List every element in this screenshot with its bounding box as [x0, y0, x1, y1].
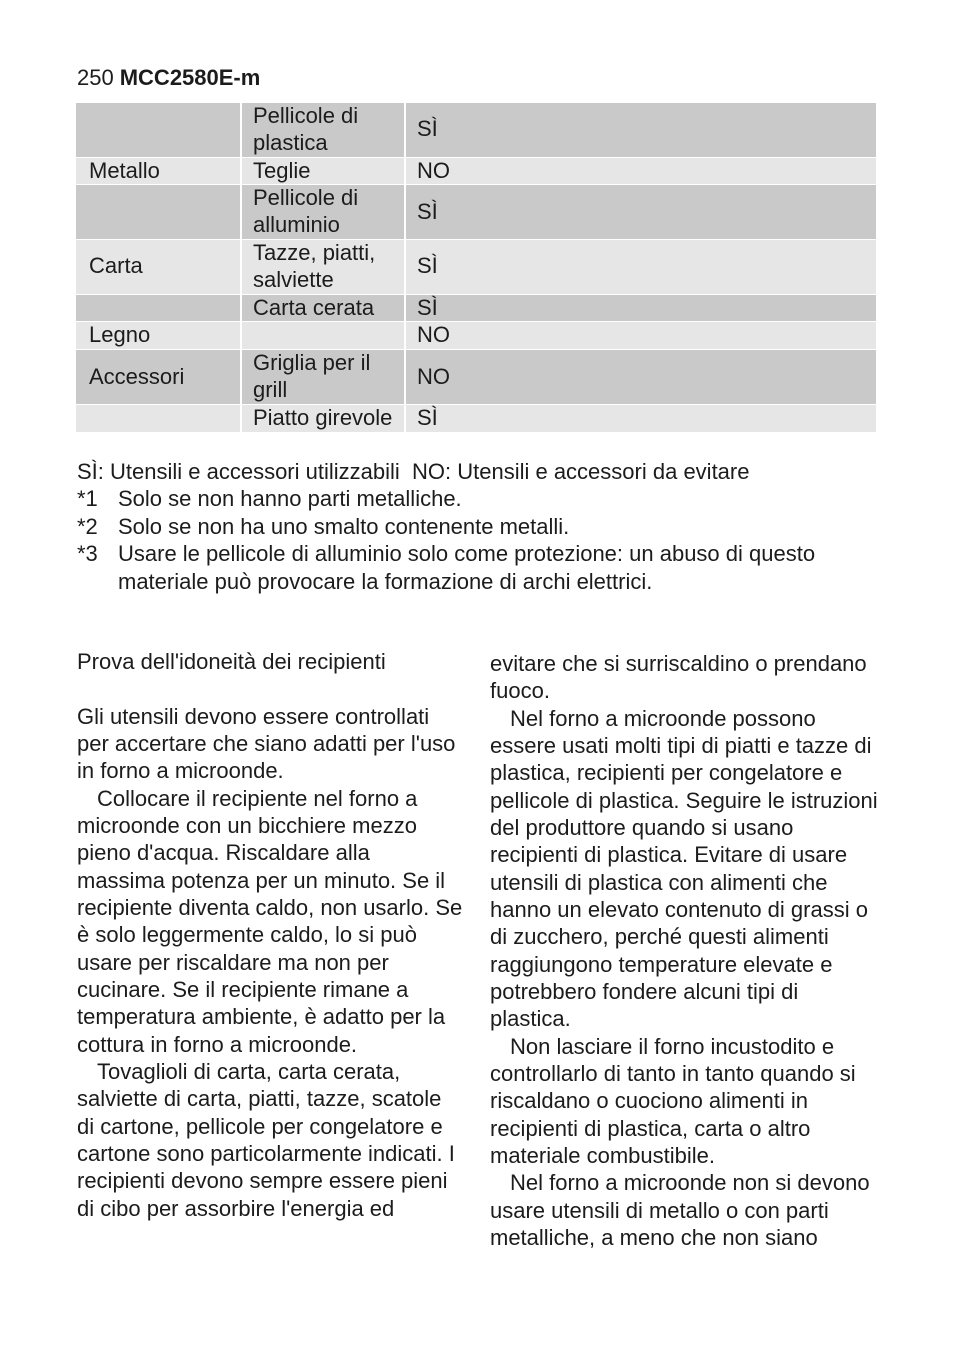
item-cell: Griglia per il grill — [242, 350, 404, 404]
text-line: raggiungono temperature elevate e — [490, 951, 833, 977]
footnote-text — [118, 540, 897, 595]
text-line: Gli utensili devono essere controllati — [77, 703, 430, 729]
material-cell — [76, 103, 240, 157]
item-cell: Tazze, piatti, salviette — [242, 240, 404, 294]
item-cell — [242, 322, 404, 349]
text-line: recipienti di plastica. Evitare di usare — [490, 842, 848, 868]
page-header — [77, 64, 260, 91]
text-line: microonde con un bicchiere mezzo — [77, 812, 417, 838]
text-line: salviette di carta, piatti, tazze, scatole — [77, 1086, 442, 1112]
table-row — [76, 240, 876, 294]
text-line: cottura in forno a microonde. — [77, 1031, 358, 1057]
text-line: del produttore quando si usano — [490, 814, 794, 840]
footnote-line: materiale può provocare la formazione di archi elettrici. — [118, 568, 653, 594]
paragraph — [77, 703, 477, 785]
material-cell: Carta — [76, 240, 240, 294]
text-line: pieno d'acqua. Riscaldare alla — [77, 840, 370, 866]
text-line: plastica, recipienti per congelatore e — [490, 760, 843, 786]
material-cell — [76, 295, 240, 322]
suitability-cell: SÌ — [406, 405, 876, 432]
text-line: massima potenza per un minuto. Se il — [77, 867, 446, 893]
page-number: 250 — [77, 65, 114, 90]
text-line: temperatura ambiente, è adatto per la — [77, 1004, 446, 1030]
item-cell: Pellicole di alluminio — [242, 185, 404, 239]
text-line: di zucchero, perché questi alimenti — [490, 924, 829, 950]
suitability-cell: NO — [406, 350, 876, 404]
table-row — [76, 185, 876, 239]
text-line: riscaldano o cuociono alimenti in — [490, 1088, 808, 1114]
footnote-text — [118, 513, 897, 540]
footnote-mark: *1 — [77, 486, 98, 512]
suitability-cell: SÌ — [406, 295, 876, 322]
table-legend: SÌ: Utensili e accessori utilizzabili NO: Utensili e accessori da evitare — [77, 459, 750, 484]
footnote — [77, 513, 897, 540]
section-heading: Prova dell'idoneità dei recipienti — [77, 649, 386, 674]
text-line: essere usati molti tipi di piatti e tazze di — [490, 732, 872, 758]
item-cell: Carta cerata — [242, 295, 404, 322]
footnote-line: Solo se non ha uno smalto contenente metalli. — [118, 513, 570, 539]
table-row — [76, 322, 876, 349]
table-row — [76, 350, 876, 404]
model-code: MCC2580E-m — [119, 65, 261, 90]
footnote-mark: *2 — [77, 513, 98, 539]
material-cell — [76, 405, 240, 432]
suitability-cell: SÌ — [406, 103, 876, 157]
text-line: Collocare il recipiente nel forno a — [97, 785, 418, 811]
text-line: recipiente diventa caldo, non usarlo. Se — [77, 894, 463, 920]
text-line: metalliche, a meno che non siano — [490, 1224, 818, 1250]
footnote-list — [77, 485, 897, 595]
text-line: cucinare. Se il recipiente rimane a — [77, 976, 409, 1002]
text-line: per accertare che siano adatti per l'uso — [77, 730, 456, 756]
text-line: in forno a microonde. — [77, 758, 284, 784]
text-line: Nel forno a microonde possono — [510, 705, 816, 731]
item-cell: Pellicole di plastica — [242, 103, 404, 157]
text-line: utensili di plastica con alimenti che — [490, 869, 828, 895]
footnote-line: Usare le pellicole di alluminio solo come protezione: un abuso di questo — [118, 541, 816, 567]
left-column-body — [77, 703, 477, 1222]
text-line: Nel forno a microonde non si devono — [510, 1170, 870, 1196]
text-line: cartone sono particolarmente indicati. I — [77, 1140, 455, 1166]
material-cell — [76, 185, 240, 239]
table-notes — [77, 458, 897, 595]
text-line: recipienti devono sempre essere pieni — [77, 1168, 448, 1194]
suitability-cell: NO — [406, 322, 876, 349]
item-cell: Piatto girevole — [242, 405, 404, 432]
material-cell: Legno — [76, 322, 240, 349]
text-line: usare per riscaldare ma non per — [77, 949, 389, 975]
text-line: Non lasciare il forno incustodito e — [510, 1033, 835, 1059]
text-line: recipienti di plastica, carta o altro — [490, 1115, 811, 1141]
table-row — [76, 405, 876, 432]
left-text-column — [77, 648, 477, 1222]
paragraph — [490, 650, 910, 705]
footnote-line: Solo se non hanno parti metalliche. — [118, 486, 462, 512]
suitability-cell: SÌ — [406, 185, 876, 239]
table-row — [76, 103, 876, 157]
table-row — [76, 295, 876, 322]
footnote-mark: *3 — [77, 541, 98, 567]
paragraph — [490, 705, 910, 1033]
paragraph — [490, 1169, 910, 1251]
paragraph — [77, 1058, 477, 1222]
text-line: è solo leggermente caldo, lo si può — [77, 922, 417, 948]
text-line: potrebbero fondere alcuni tipi di — [490, 978, 799, 1004]
text-line: materiale combustibile. — [490, 1142, 715, 1168]
footnote — [77, 540, 897, 595]
table-row — [76, 158, 876, 185]
material-cell: Metallo — [76, 158, 240, 185]
text-line: evitare che si surriscaldino o prendano — [490, 651, 867, 676]
text-line: controllarlo di tanto in tanto quando si — [490, 1060, 856, 1086]
paragraph — [77, 785, 477, 1058]
footnote-text — [118, 485, 897, 512]
paragraph — [490, 1033, 910, 1170]
blank-line — [77, 675, 477, 702]
footnote — [77, 485, 897, 512]
item-cell: Teglie — [242, 158, 404, 185]
suitability-cell: SÌ — [406, 240, 876, 294]
text-line: usare utensili di metallo o con parti — [490, 1197, 829, 1223]
text-line: di cibo per assorbire l'energia ed — [77, 1195, 395, 1221]
text-line: hanno un elevato contenuto di grassi o — [490, 896, 868, 922]
material-cell: Accessori — [76, 350, 240, 404]
text-line: pellicole di plastica. Seguire le istruzioni — [490, 787, 878, 813]
text-line: fuoco. — [490, 678, 550, 704]
text-line: di cartone, pellicole per congelatore e — [77, 1113, 443, 1139]
right-text-column — [490, 650, 910, 1251]
suitability-cell: NO — [406, 158, 876, 185]
text-line: plastica. — [490, 1006, 571, 1032]
utensil-compatibility-table — [76, 103, 876, 433]
text-line: Tovaglioli di carta, carta cerata, — [97, 1058, 401, 1084]
